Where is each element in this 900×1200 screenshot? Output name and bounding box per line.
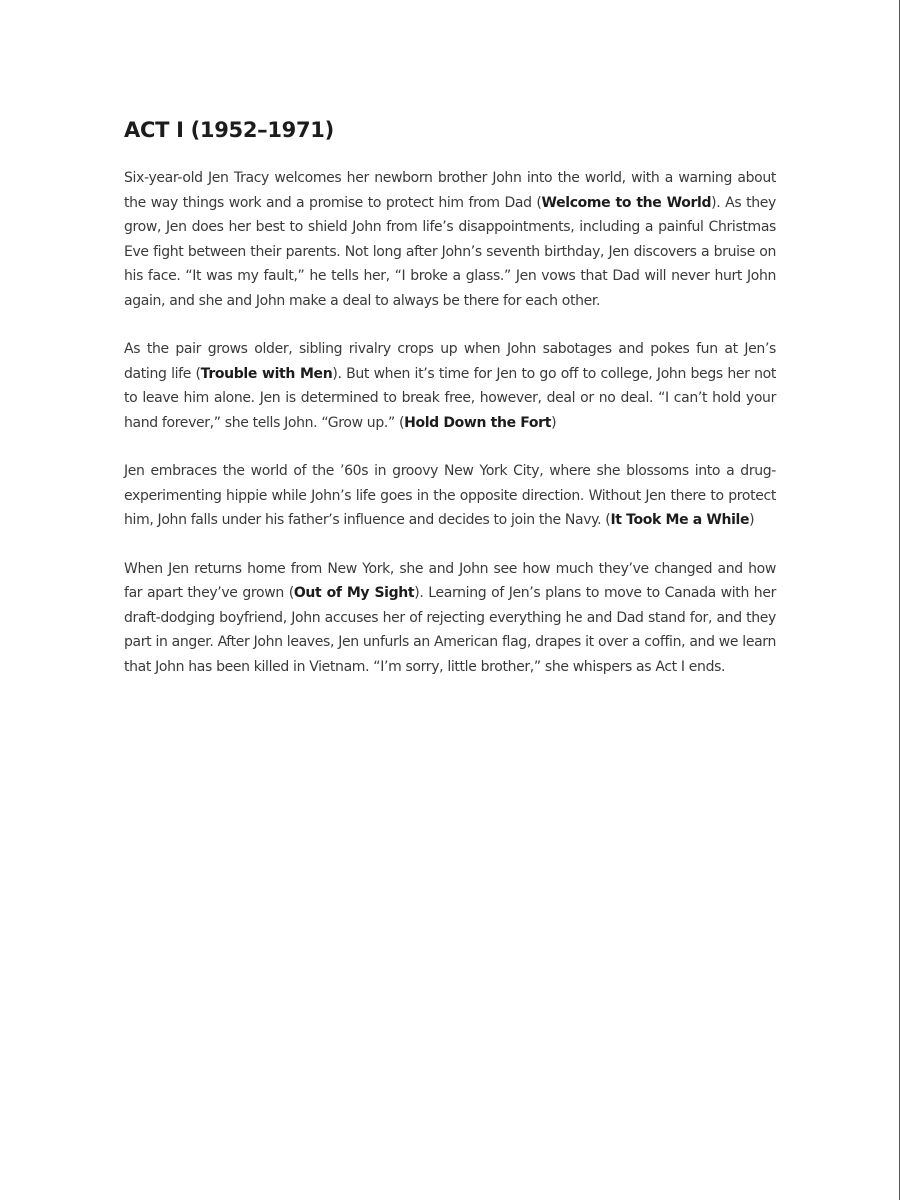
synopsis-section [124,118,776,703]
paragraph-text: ) [551,414,557,431]
paragraph-text: As the pair grows older, sibling rivalry crops up when John sabotages and pokes fun at Jen’s dating life ( [124,341,776,382]
paragraph-text: Six-year-old Jen Tracy welcomes her newborn brother John into the world, with a warning about the way things work and a promise to protect him from Dad ( [124,170,776,211]
synopsis-paragraph-4 [124,557,776,680]
paragraph-text: ). As they grow, Jen does her best to shield John from life’s disappointments, including a painful Christmas Eve fight between their parents. Not long after John’s seventh birthday, Jen discovers a bruise on his face. “It was my fault,” he tells her, “I broke a glass.” Jen vows that Dad will never hurt John again, and she and John make a deal to always be there for each other. [124,194,776,309]
song-title: Hold Down the Fort [404,414,552,431]
paragraph-text: ) [749,512,755,528]
paragraph-text: ). But when it’s time for Jen to go off to college, John begs her not to leave him alone. Jen is determined to break free, however, deal or no deal. “I can’t hold your hand forever,” she tells John. “Grow up.” ( [124,365,776,431]
song-title: Welcome to the World [541,194,712,211]
song-title: Trouble with Men [200,365,333,382]
song-title: Out of My Sight [293,585,415,601]
synopsis-paragraph-1 [124,166,776,313]
act-title: ACT I (1952–1971) [124,118,334,142]
synopsis-paragraph-3 [124,459,776,533]
synopsis-paragraph-2 [124,337,776,435]
paragraph-text: When Jen returns home from New York, she and John see how much they’ve changed and how far apart they’ve grown ( [124,560,776,601]
song-title: It Took Me a While [610,512,750,528]
paragraph-text: ). Learning of Jen’s plans to move to Canada with her draft-dodging boyfriend, John accuses her of rejecting everything he and Dad stand for, and they part in anger. After John leaves, Jen unfurls an American flag, drapes it over a coffin, and we learn that John has been killed in Vietnam. “I’m sorry, little brother,” she whispers as Act I ends. [124,585,776,675]
paragraph-text: Jen embraces the world of the ’60s in groovy New York City, where she blossoms into a drug-experimenting hippie while John’s life goes in the opposite direction. Without Jen there to protect him, John falls under his father’s influence and decides to join the Navy. ( [124,463,776,528]
